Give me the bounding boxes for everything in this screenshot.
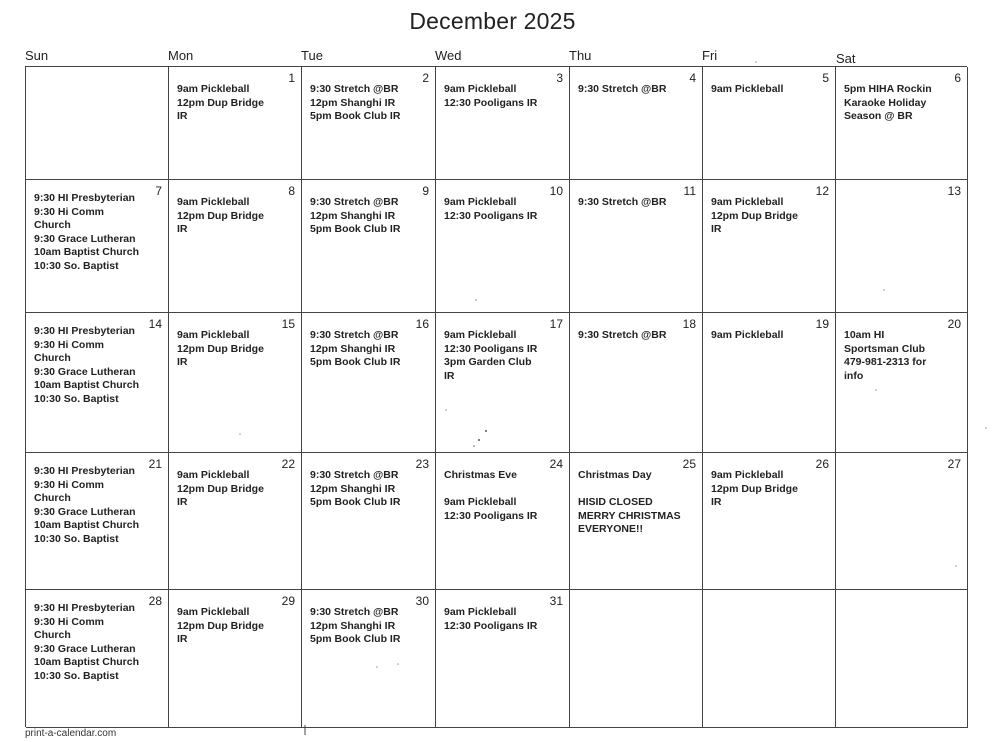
footer-source: print-a-calendar.com bbox=[25, 728, 117, 739]
day-number: 21 bbox=[148, 457, 162, 471]
day-events: 9:30 Stretch @BR 12pm Shanghi IR 5pm Book Club IR bbox=[310, 329, 401, 369]
day-number: 7 bbox=[155, 184, 162, 198]
day-cell-mon bbox=[169, 67, 302, 180]
day-cell-mon bbox=[169, 453, 302, 590]
day-events: 9:30 HI Presbyterian 9:30 Hi Comm Church 9:30 Grace Lutheran 10am Baptist Church 10:30 So. Baptist bbox=[34, 325, 140, 405]
calendar-grid bbox=[25, 66, 967, 727]
day-events: Christmas Eve 9am Pickleball 12:30 Pooligans IR bbox=[444, 469, 538, 522]
day-number: 20 bbox=[947, 317, 961, 331]
day-cell-sun bbox=[26, 67, 169, 180]
day-events: 9am Pickleball 12:30 Pooligans IR bbox=[444, 606, 538, 632]
day-number: 26 bbox=[815, 457, 829, 471]
day-number: 19 bbox=[815, 317, 829, 331]
weekday-wed: Wed bbox=[435, 48, 462, 63]
day-cell-fri bbox=[703, 67, 836, 180]
day-number: 15 bbox=[281, 317, 295, 331]
day-events: 9am Pickleball 12pm Dup Bridge IR bbox=[177, 329, 264, 369]
day-cell-sun bbox=[26, 180, 169, 313]
weekday-fri: Fri bbox=[702, 48, 718, 63]
day-number: 29 bbox=[281, 594, 295, 608]
day-cell-sun bbox=[26, 590, 169, 728]
day-number: 30 bbox=[415, 594, 429, 608]
day-cell-sat bbox=[836, 313, 968, 453]
day-events: 9:30 Stretch @BR 12pm Shanghi IR 5pm Book Club IR bbox=[310, 606, 401, 646]
day-cell-thu bbox=[570, 313, 703, 453]
day-cell-tue bbox=[302, 453, 436, 590]
day-events: 9:30 Stretch @BR 12pm Shanghi IR 5pm Book Club IR bbox=[310, 469, 401, 509]
day-number: 6 bbox=[954, 71, 961, 85]
weekday-header-row bbox=[0, 48, 995, 66]
day-number: 31 bbox=[549, 594, 563, 608]
weekday-tue: Tue bbox=[301, 48, 323, 63]
day-number: 23 bbox=[415, 457, 429, 471]
day-number: 16 bbox=[415, 317, 429, 331]
day-number: 11 bbox=[683, 184, 696, 198]
day-cell-thu bbox=[570, 453, 703, 590]
day-events: 9am Pickleball 12:30 Pooligans IR bbox=[444, 196, 538, 222]
day-cell-mon bbox=[169, 313, 302, 453]
day-number: 13 bbox=[947, 184, 961, 198]
day-number: 14 bbox=[148, 317, 162, 331]
day-events: 9am Pickleball 12:30 Pooligans IR 3pm Garden Club IR bbox=[444, 329, 538, 382]
day-cell-fri bbox=[703, 590, 836, 728]
day-cell-sun bbox=[26, 453, 169, 590]
weekday-sun: Sun bbox=[25, 48, 49, 63]
day-cell-thu bbox=[570, 180, 703, 313]
day-cell-sat bbox=[836, 67, 968, 180]
day-cell-wed bbox=[436, 180, 570, 313]
day-number: 3 bbox=[556, 71, 563, 85]
day-cell-wed bbox=[436, 590, 570, 728]
day-events: 9:30 Stretch @BR bbox=[578, 196, 667, 208]
day-events: 9:30 Stretch @BR bbox=[578, 83, 667, 95]
day-events: 9am Pickleball 12:30 Pooligans IR bbox=[444, 83, 538, 109]
day-cell-tue bbox=[302, 180, 436, 313]
day-number: 18 bbox=[682, 317, 696, 331]
day-number: 5 bbox=[822, 71, 829, 85]
day-events: Christmas Day HISID CLOSED MERRY CHRISTMAS EVERYONE!! bbox=[578, 469, 681, 536]
day-number: 27 bbox=[947, 457, 961, 471]
day-cell-fri bbox=[703, 180, 836, 313]
day-events: 9am Pickleball bbox=[711, 83, 784, 95]
day-events: 9am Pickleball 12pm Dup Bridge IR bbox=[177, 606, 264, 646]
day-events: 5pm HIHA Rockin Karaoke Holiday Season @ BR bbox=[844, 83, 932, 123]
day-events: 9am Pickleball 12pm Dup Bridge IR bbox=[711, 196, 798, 236]
weekday-mon: Mon bbox=[168, 48, 194, 63]
weekday-thu: Thu bbox=[569, 48, 592, 63]
day-number: 17 bbox=[549, 317, 563, 331]
day-number: 2 bbox=[422, 71, 429, 85]
day-cell-tue bbox=[302, 67, 436, 180]
day-cell-sat bbox=[836, 180, 968, 313]
day-cell-sat bbox=[836, 590, 968, 728]
day-events: 9:30 Stretch @BR 12pm Shanghi IR 5pm Book Club IR bbox=[310, 83, 401, 123]
day-events: 9:30 Stretch @BR 12pm Shanghi IR 5pm Book Club IR bbox=[310, 196, 401, 236]
day-cell-wed bbox=[436, 313, 570, 453]
day-events: 9:30 Stretch @BR bbox=[578, 329, 667, 341]
weekday-sat: Sat bbox=[836, 51, 856, 66]
day-cell-tue bbox=[302, 590, 436, 728]
day-cell-tue bbox=[302, 313, 436, 453]
day-cell-fri bbox=[703, 313, 836, 453]
day-events: 9am Pickleball 12pm Dup Bridge IR bbox=[177, 196, 264, 236]
day-cell-thu bbox=[570, 590, 703, 728]
day-number: 28 bbox=[148, 594, 162, 608]
day-number: 4 bbox=[689, 71, 696, 85]
day-cell-fri bbox=[703, 453, 836, 590]
day-events: 9:30 HI Presbyterian 9:30 Hi Comm Church 9:30 Grace Lutheran 10am Baptist Church 10:30 So. Baptist bbox=[34, 465, 140, 545]
day-number: 1 bbox=[288, 71, 295, 85]
day-cell-sat bbox=[836, 453, 968, 590]
day-cell-mon bbox=[169, 180, 302, 313]
day-events: 9:30 HI Presbyterian 9:30 Hi Comm Church 9:30 Grace Lutheran 10am Baptist Church 10:30 So. Baptist bbox=[34, 602, 140, 682]
day-number: 24 bbox=[549, 457, 563, 471]
day-number: 10 bbox=[549, 184, 563, 198]
day-events: 9am Pickleball 12pm Dup Bridge IR bbox=[711, 469, 798, 509]
day-events: 10am HI Sportsman Club 479-981-2313 for info bbox=[844, 329, 927, 382]
day-cell-sun bbox=[26, 313, 169, 453]
day-cell-mon bbox=[169, 590, 302, 728]
day-cell-thu bbox=[570, 67, 703, 180]
calendar-title: December 2025 bbox=[409, 8, 576, 34]
day-number: 25 bbox=[682, 457, 696, 471]
day-events: 9am Pickleball 12pm Dup Bridge IR bbox=[177, 83, 264, 123]
day-cell-wed bbox=[436, 453, 570, 590]
day-number: 9 bbox=[422, 184, 429, 198]
day-events: 9am Pickleball bbox=[711, 329, 784, 341]
day-number: 22 bbox=[281, 457, 295, 471]
day-events: 9am Pickleball 12pm Dup Bridge IR bbox=[177, 469, 264, 509]
day-number: 8 bbox=[288, 184, 295, 198]
day-number: 12 bbox=[815, 184, 829, 198]
day-events: 9:30 HI Presbyterian 9:30 Hi Comm Church 9:30 Grace Lutheran 10am Baptist Church 10:30 So. Baptist bbox=[34, 192, 140, 272]
day-cell-wed bbox=[436, 67, 570, 180]
